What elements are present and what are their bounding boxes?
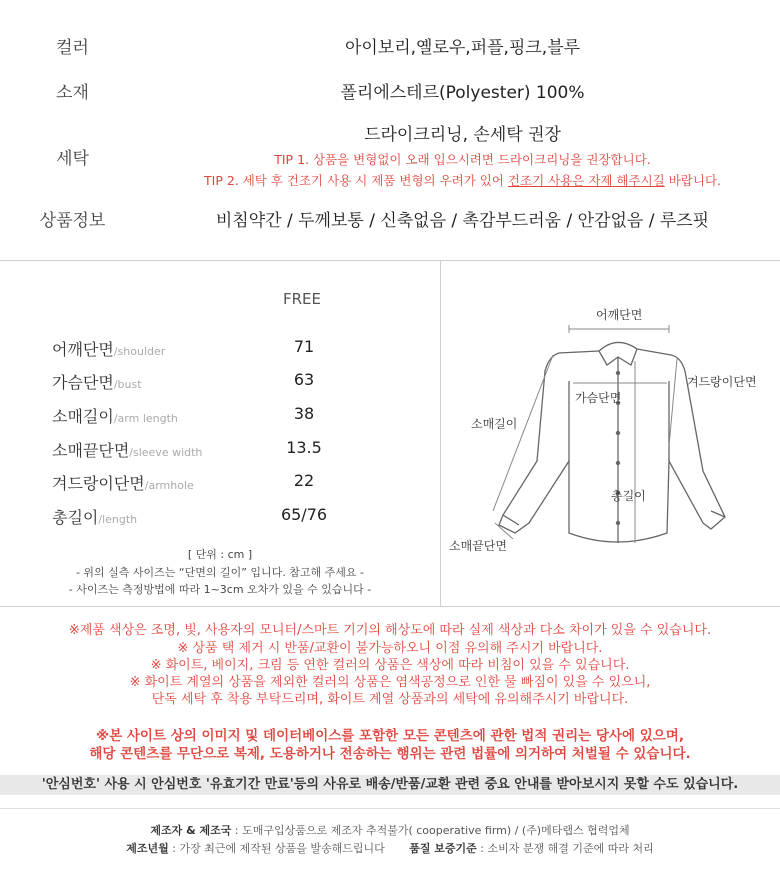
wash-tip-2: TIP 2. 세탁 후 건조기 사용 시 제품 변형의 우려가 있어 건조기 사용은 자제 해주시길 바랍니다. — [204, 173, 721, 188]
footer-maker: 제조자 & 제조국 : 도매구입상품으로 제조자 추적불가( cooperative firm) / (주)메타랩스 협력업체 — [150, 824, 630, 837]
divider — [0, 606, 780, 607]
unit-note: [ 단위 : cm ] — [187, 548, 253, 561]
material-value: 폴리에스테르(Polyester) 100% — [340, 83, 585, 103]
size-row-bust: 가슴단면/bust 63 — [52, 370, 315, 392]
notice-2: ※ 상품 택 제거 시 반품/교환이 불가능하오니 이점 유의해 주시기 바랍니다. — [177, 641, 603, 656]
product-label: 상품정보 — [39, 211, 106, 231]
product-value: 비침약간 / 두께보통 / 신축없음 / 촉감부드러움 / 안감없음 / 루즈핏 — [215, 211, 710, 231]
size-note-1: - 위의 실측 사이즈는 “단면의 길이” 입니다. 참고해 주세요 - — [75, 566, 365, 579]
color-value: 아이보리,옐로우,퍼플,핑크,블루 — [344, 38, 581, 58]
label-sleeve-length: 소매길이 — [471, 417, 518, 431]
wash-value: 드라이크리닝, 손세탁 권장 — [364, 125, 561, 145]
copyright-notice-2: 해당 콘텐츠를 무단으로 복제, 도용하거나 전송하는 행위는 관련 법률에 의거하여 처벌될 수 있습니다. — [89, 746, 691, 762]
divider — [0, 808, 780, 809]
notice-1: ※제품 색상은 조명, 빛, 사용자의 모니터/스마트 기기의 해상도에 따라 실제 색상과 다소 차이가 있을 수 있습니다. — [68, 623, 712, 638]
label-shoulder: 어깨단면 — [596, 308, 643, 322]
size-row-sleeve: 소매끝단면/sleeve width 13.5 — [52, 438, 322, 460]
label-armhole: 겨드랑이단면 — [687, 375, 757, 389]
notice-5: 단독 세탁 후 착용 부탁드리며, 화이트 계열 상품과의 세탁에 유의해주시기 바랍니다. — [151, 692, 629, 707]
color-label: 컬러 — [56, 38, 89, 58]
label-sleeve-width: 소매끝단면 — [449, 539, 507, 553]
size-diagram — [441, 261, 780, 606]
notice-3: ※ 화이트, 베이지, 크림 등 연한 컬러의 상품은 색상에 따라 비침이 있을 수 있습니다. — [150, 658, 630, 673]
size-row-armhole: 겨드랑이단면/armhole 22 — [52, 471, 315, 493]
size-row-arm: 소매길이/arm length 38 — [52, 404, 315, 426]
size-row-length: 총길이/length 65/76 — [52, 505, 328, 527]
footer-date-quality: 제조년월 : 가장 최근에 제작된 상품을 발송해드립니다 품질 보증기준 : 소비자 분쟁 해결 기준에 따라 처리 — [126, 842, 654, 855]
notice-4: ※ 화이트 계열의 상품을 제외한 컬러의 상품은 염색공정으로 인한 물 빠짐이 있을 수 있으니, — [129, 675, 651, 690]
label-total-length: 총길이 — [611, 489, 646, 503]
wash-tip-1: TIP 1. 상품을 변형없이 오래 입으시려면 드라이크리닝을 권장합니다. — [274, 152, 651, 167]
copyright-notice-1: ※본 사이트 상의 이미지 및 데이터베이스를 포함한 모든 콘텐츠에 관한 법적 권리는 당사에 있으며, — [96, 728, 684, 744]
material-label: 소재 — [56, 83, 89, 103]
label-bust: 가슴단면 — [575, 391, 622, 405]
wash-label: 세탁 — [56, 149, 89, 169]
size-note-2: - 사이즈는 측정방법에 따라 1~3cm 오차가 있을 수 있습니다 - — [68, 583, 372, 596]
product-info-table — [0, 0, 780, 260]
safe-number-notice: '안심번호' 사용 시 안심번호 '유효기간 만료'등의 사유로 배송/반품/교환 관련 중요 안내를 받아보시지 못할 수도 있습니다. — [0, 775, 780, 795]
size-header: FREE — [282, 290, 321, 308]
size-row-shoulder: 어깨단면/shoulder 71 — [52, 337, 315, 359]
